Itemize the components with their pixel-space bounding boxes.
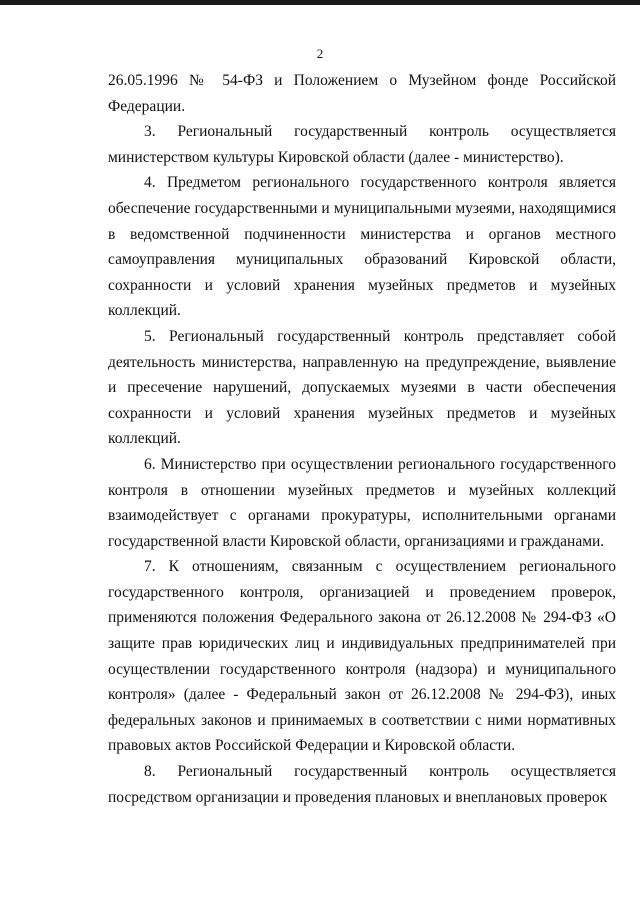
scan-top-border — [0, 0, 640, 5]
paragraph-8: 8. Региональный государственный контроль осуществляется посредством организации и проведения плановых и внеплановых проверок — [108, 763, 616, 806]
paragraph-continuation: 26.05.1996 № 54-ФЗ и Положением о Музейном фонде Российской Федерации. — [108, 72, 616, 115]
paragraph-5: 5. Региональный государственный контроль представляет собой деятельность министерства, направленную на предупреждение, выявление и пресечение нарушений, допускаемых музеями в части обеспечения сохранности и условий хранения музейных предметов и музейных коллекций. — [108, 327, 616, 448]
paragraph-3: 3. Региональный государственный контроль осуществляется министерством культуры Кировской области (далее - министерство). — [108, 123, 616, 166]
page-number: 2 — [316, 46, 324, 61]
paragraph-6: 6. Министерство при осуществлении регионального государственного контроля в отношении музейных предметов и музейных коллекций взаимодействует с органами прокуратуры, исполнительными органами государственной власти Кировской области, организациями и гражданами. — [108, 455, 616, 550]
document-body — [108, 68, 616, 810]
paragraph-4: 4. Предметом регионального государственного контроля является обеспечение государственными и муниципальными музеями, находящимися в ведомственной подчиненности министерства и органов местного самоуправления муниципальных образований Кировской области, сохранности и условий хранения музейных предметов и музейных коллекций. — [108, 174, 616, 320]
paragraph-7: 7. К отношениям, связанным с осуществлением регионального государственного контроля, организацией и проведением проверок, применяются положения Федерального закона от 26.12.2008 № 294-ФЗ «О защите прав юридических лиц и индивидуальных предпринимателей при осуществлении государственного контроля (надзора) и муниципального контроля» (далее - Федеральный закон от 26.12.2008 № 294-ФЗ), иных федеральных законов и принимаемых в соответствии с ними нормативных правовых актов Российской Федерации и Кировской области. — [108, 558, 616, 755]
